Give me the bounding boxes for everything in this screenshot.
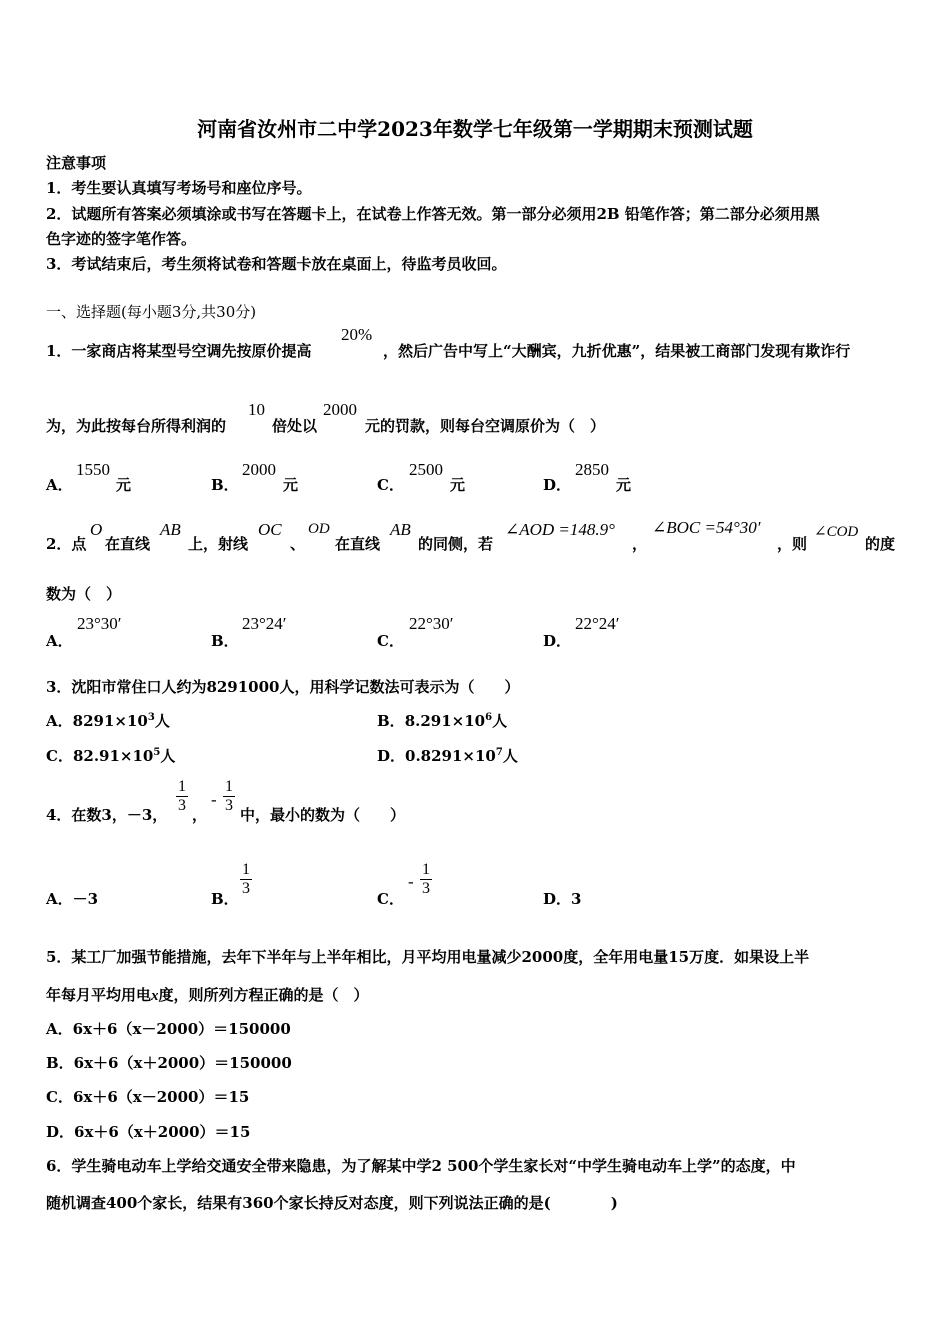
q5-text-b: 年每月平均用电x度，则所列方程正确的是（ ） <box>46 986 369 1004</box>
q2-option-b-value: 23°24′ <box>242 614 287 633</box>
q2-ray-oc: OC <box>258 520 282 539</box>
q2-sep: 、 <box>290 535 306 553</box>
q4-fraction-neg-one-third: 1 3 <box>225 778 233 814</box>
q2-text-c: 上，射线 <box>188 535 249 553</box>
q2-option-d-value: 22°24′ <box>575 614 620 633</box>
q1-text-b: ，然后广告中写上“大酬宾，九折优惠”，结果被工商部门发现有欺诈行 <box>383 342 851 360</box>
q1-option-c-value: 2500 <box>409 460 443 479</box>
q6-text-b: 随机调查400个家长，结果有360个家长持反对态度，则下列说法正确的是( ) <box>46 1194 618 1212</box>
q1-option-c-unit: 元 <box>450 476 466 494</box>
note-1: 1．考生要认真填写考场号和座位序号。 <box>46 179 312 197</box>
q2-option-c[interactable]: C． <box>377 632 404 650</box>
q2-line-ab-2: AB <box>390 520 411 539</box>
q2-text-d: 在直线 <box>335 535 381 553</box>
q1-text-d: 倍处以 <box>272 417 318 435</box>
note-3: 3．考试结束后，考生须将试卷和答题卡放在桌面上，待监考员收回。 <box>46 255 507 273</box>
q2-text-a: 2．点 <box>46 535 87 553</box>
q2-option-a-value: 23°30′ <box>77 614 122 633</box>
q1-option-d-unit: 元 <box>616 476 632 494</box>
q1-fine: 2000 <box>323 400 357 419</box>
q1-option-a-unit: 元 <box>116 476 132 494</box>
notes-heading: 注意事项 <box>46 154 107 172</box>
q1-multiplier: 10 <box>248 400 265 419</box>
q4-option-b[interactable]: B． <box>211 890 239 908</box>
q2-angle-cod: ∠COD <box>814 524 859 540</box>
q3-stem: 3．沈阳市常住口人约为8291000人，用科学记数法可表示为（ ） <box>46 678 520 696</box>
q1-option-b[interactable]: B． <box>211 476 239 494</box>
q2-ray-od: OD <box>308 521 330 537</box>
q4-option-c-fraction: 1 3 <box>422 861 430 897</box>
q2-text-h: 数为（ ） <box>46 585 122 603</box>
q4-option-b-fraction: 1 3 <box>242 861 250 897</box>
q2-angle-boc: ∠BOC =54°30′ <box>652 518 761 537</box>
q1-option-a-value: 1550 <box>76 460 110 479</box>
q4-text-b: 中，最小的数为（ ） <box>240 806 406 824</box>
note-2-line1: 2．试题所有答案必须填涂或书写在答题卡上，在试卷上作答无效。第一部分必须用2B 铅笔作答；第二部分必须用黑 <box>46 205 820 223</box>
q1-text-e: 元的罚款，则每台空调原价为（ ） <box>365 417 606 435</box>
q4-minus-sign: - <box>211 790 217 809</box>
q3-option-d[interactable]: D．$0.8291\times 10^7$人 <box>377 747 518 765</box>
q2-option-a[interactable]: A． <box>46 632 73 650</box>
q4-option-c[interactable]: C． <box>377 890 404 908</box>
section-heading: 一、选择题(每小题3分,共30分) <box>46 303 257 321</box>
q2-text-g: 的度 <box>865 535 896 553</box>
q2-option-c-value: 22°30′ <box>409 614 454 633</box>
q4-text-a: 4．在数3，－3， <box>46 806 168 824</box>
q1-option-b-value: 2000 <box>242 460 276 479</box>
note-2-line2: 色字迹的签字笔作答。 <box>46 230 197 248</box>
q3-option-c[interactable]: C．$82.91\times 10^5$人 <box>46 747 176 765</box>
q1-text-c: 为，为此按每台所得利润的 <box>46 417 227 435</box>
q4-option-a[interactable]: A．－3 <box>46 890 99 908</box>
q3-option-a[interactable]: A．$8291\times 10^3$人 <box>46 712 170 730</box>
q2-point-o: O <box>90 520 103 539</box>
q2-text-e: 的同侧，若 <box>418 535 494 553</box>
q5-option-a[interactable]: A．6x＋6（x－2000）＝150000 <box>46 1020 291 1038</box>
page-title: 河南省汝州市二中学2023年数学七年级第一学期期末预测试题 <box>197 117 753 141</box>
q4-fraction-one-third: 1 3 <box>178 778 186 814</box>
q1-option-b-unit: 元 <box>283 476 299 494</box>
q2-text-b: 在直线 <box>105 535 151 553</box>
q1-option-a[interactable]: A． <box>46 476 73 494</box>
q1-option-c[interactable]: C． <box>377 476 404 494</box>
q5-option-c[interactable]: C．6x＋6（x－2000）＝15 <box>46 1088 250 1106</box>
q5-option-d[interactable]: D．6x＋6（x＋2000）＝15 <box>46 1123 251 1141</box>
q2-line-ab: AB <box>160 520 181 539</box>
q4-comma: ， <box>192 806 208 824</box>
q6-text-a: 6．学生骑电动车上学给交通安全带来隐患，为了解某中学2 500个学生家长对“中学生骑电动车上学”的态度，中 <box>46 1157 796 1175</box>
q1-percent: 20% <box>341 325 373 344</box>
q5-text-a: 5．某工厂加强节能措施，去年下半年与上半年相比，月平均用电量减少2000度，全年用电量15万度．如果设上半 <box>46 948 810 966</box>
q4-option-d[interactable]: D．3 <box>543 890 582 908</box>
q2-comma: ， <box>632 535 648 553</box>
q2-angle-aod: ∠AOD =148.9° <box>505 520 615 539</box>
q2-option-d[interactable]: D． <box>543 632 572 650</box>
q1-option-d-value: 2850 <box>575 460 609 479</box>
q1-text-a: 1．一家商店将某型号空调先按原价提高 <box>46 342 312 360</box>
q5-option-b[interactable]: B．6x＋6（x＋2000）＝150000 <box>46 1054 292 1072</box>
q1-option-d[interactable]: D． <box>543 476 572 494</box>
q4-option-c-minus: - <box>408 872 414 891</box>
q2-option-b[interactable]: B． <box>211 632 239 650</box>
q3-option-b[interactable]: B．$8.291\times 10^6$人 <box>377 712 508 730</box>
q2-text-f: ，则 <box>777 535 808 553</box>
